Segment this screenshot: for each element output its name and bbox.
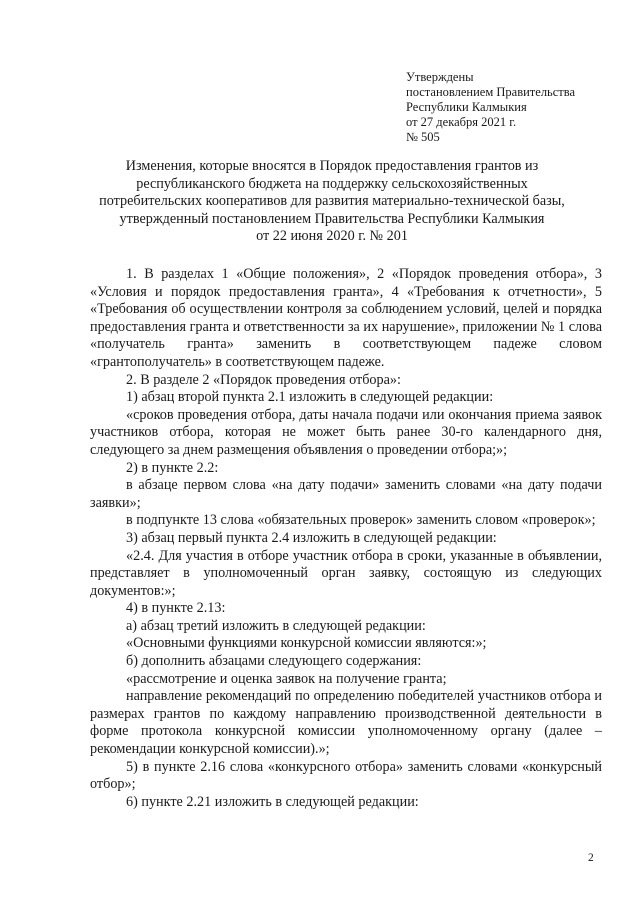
approval-line: № 505 [406, 130, 440, 144]
paragraph: «2.4. Для участия в отборе участник отбора в сроки, указанные в объявлении, представляет в уполномоченный орган заявку, состоящую из следующих документов:»; [90, 547, 602, 599]
approval-line: Утверждены [406, 70, 474, 84]
page-number: 2 [588, 852, 594, 864]
paragraph: в абзаце первом слова «на дату подачи» заменить словами «на дату подачи заявки»; [90, 477, 602, 511]
paragraph: в подпункте 13 слова «обязательных проверок» заменить словом «проверок»; [126, 512, 596, 529]
approval-line: постановлением Правительства [406, 85, 576, 99]
paragraph: 2. В разделе 2 «Порядок проведения отбора»: [126, 371, 401, 388]
title-line: Изменения, которые вносятся в Порядок предоставления грантов из [125, 158, 539, 174]
title-line: республиканского бюджета на поддержку сельскохозяйственных [136, 175, 528, 192]
paragraph: 5) в пункте 2.16 слова «конкурсного отбора» заменить словами «конкурсный отбор»; [90, 758, 602, 793]
document-body [90, 266, 602, 811]
paragraph: 6) пункте 2.21 изложить в следующей редакции: [126, 793, 419, 810]
title-line: от 22 июня 2020 г. № 201 [256, 228, 408, 245]
paragraph: б) дополнить абзацами следующего содержания: [126, 653, 422, 670]
approval-line: Республики Калмыкия [406, 100, 527, 114]
paragraph: «рассмотрение и оценка заявок на получение гранта; [126, 670, 447, 687]
approval-block [406, 70, 626, 145]
paragraph: 1) абзац второй пункта 2.1 изложить в следующей редакции: [126, 389, 494, 406]
paragraph: 2) в пункте 2.2: [126, 459, 219, 476]
document-title [72, 158, 592, 246]
paragraph: 4) в пункте 2.13: [126, 600, 226, 617]
paragraph: направление рекомендаций по определению победителей участников отбора и размерах грантов по каждому направлению производственной деятельности в форме протокола конкурсной комиссии уполномоченному органу (далее – рекомендации конкурсной комиссии).»; [90, 688, 602, 758]
paragraph: 1. В разделах 1 «Общие положения», 2 «Порядок проведения отбора», 3 «Условия и порядок предоставления гранта», 4 «Требования к отчетности», 5 «Требования об осуществлении контроля за соблюдением условий, целей и порядка предоставления гранта и ответственности за их нарушение», приложении № 1 слова «получатель гранта» заменить в соответствующем падеже словом «грантополучатель» в соответствующем падеже. [90, 266, 602, 370]
paragraph: 3) абзац первый пункта 2.4 изложить в следующей редакции: [126, 529, 497, 546]
approval-line: от 27 декабря 2021 г. [406, 115, 517, 129]
paragraph: а) абзац третий изложить в следующей редакции: [126, 617, 426, 634]
paragraph: «Основными функциями конкурсной комиссии являются:»; [126, 635, 487, 652]
title-line: утвержденный постановлением Правительства Республики Калмыкия [119, 210, 545, 227]
paragraph: «сроков проведения отбора, даты начала подачи или окончания приема заявок участников отбора, которая не может быть ранее 30-го календарного дня, следующего за днем размещения объявления о проведении отбора;»; [90, 406, 602, 458]
title-line: потребительских кооперативов для развития материально-технической базы, [99, 193, 565, 210]
